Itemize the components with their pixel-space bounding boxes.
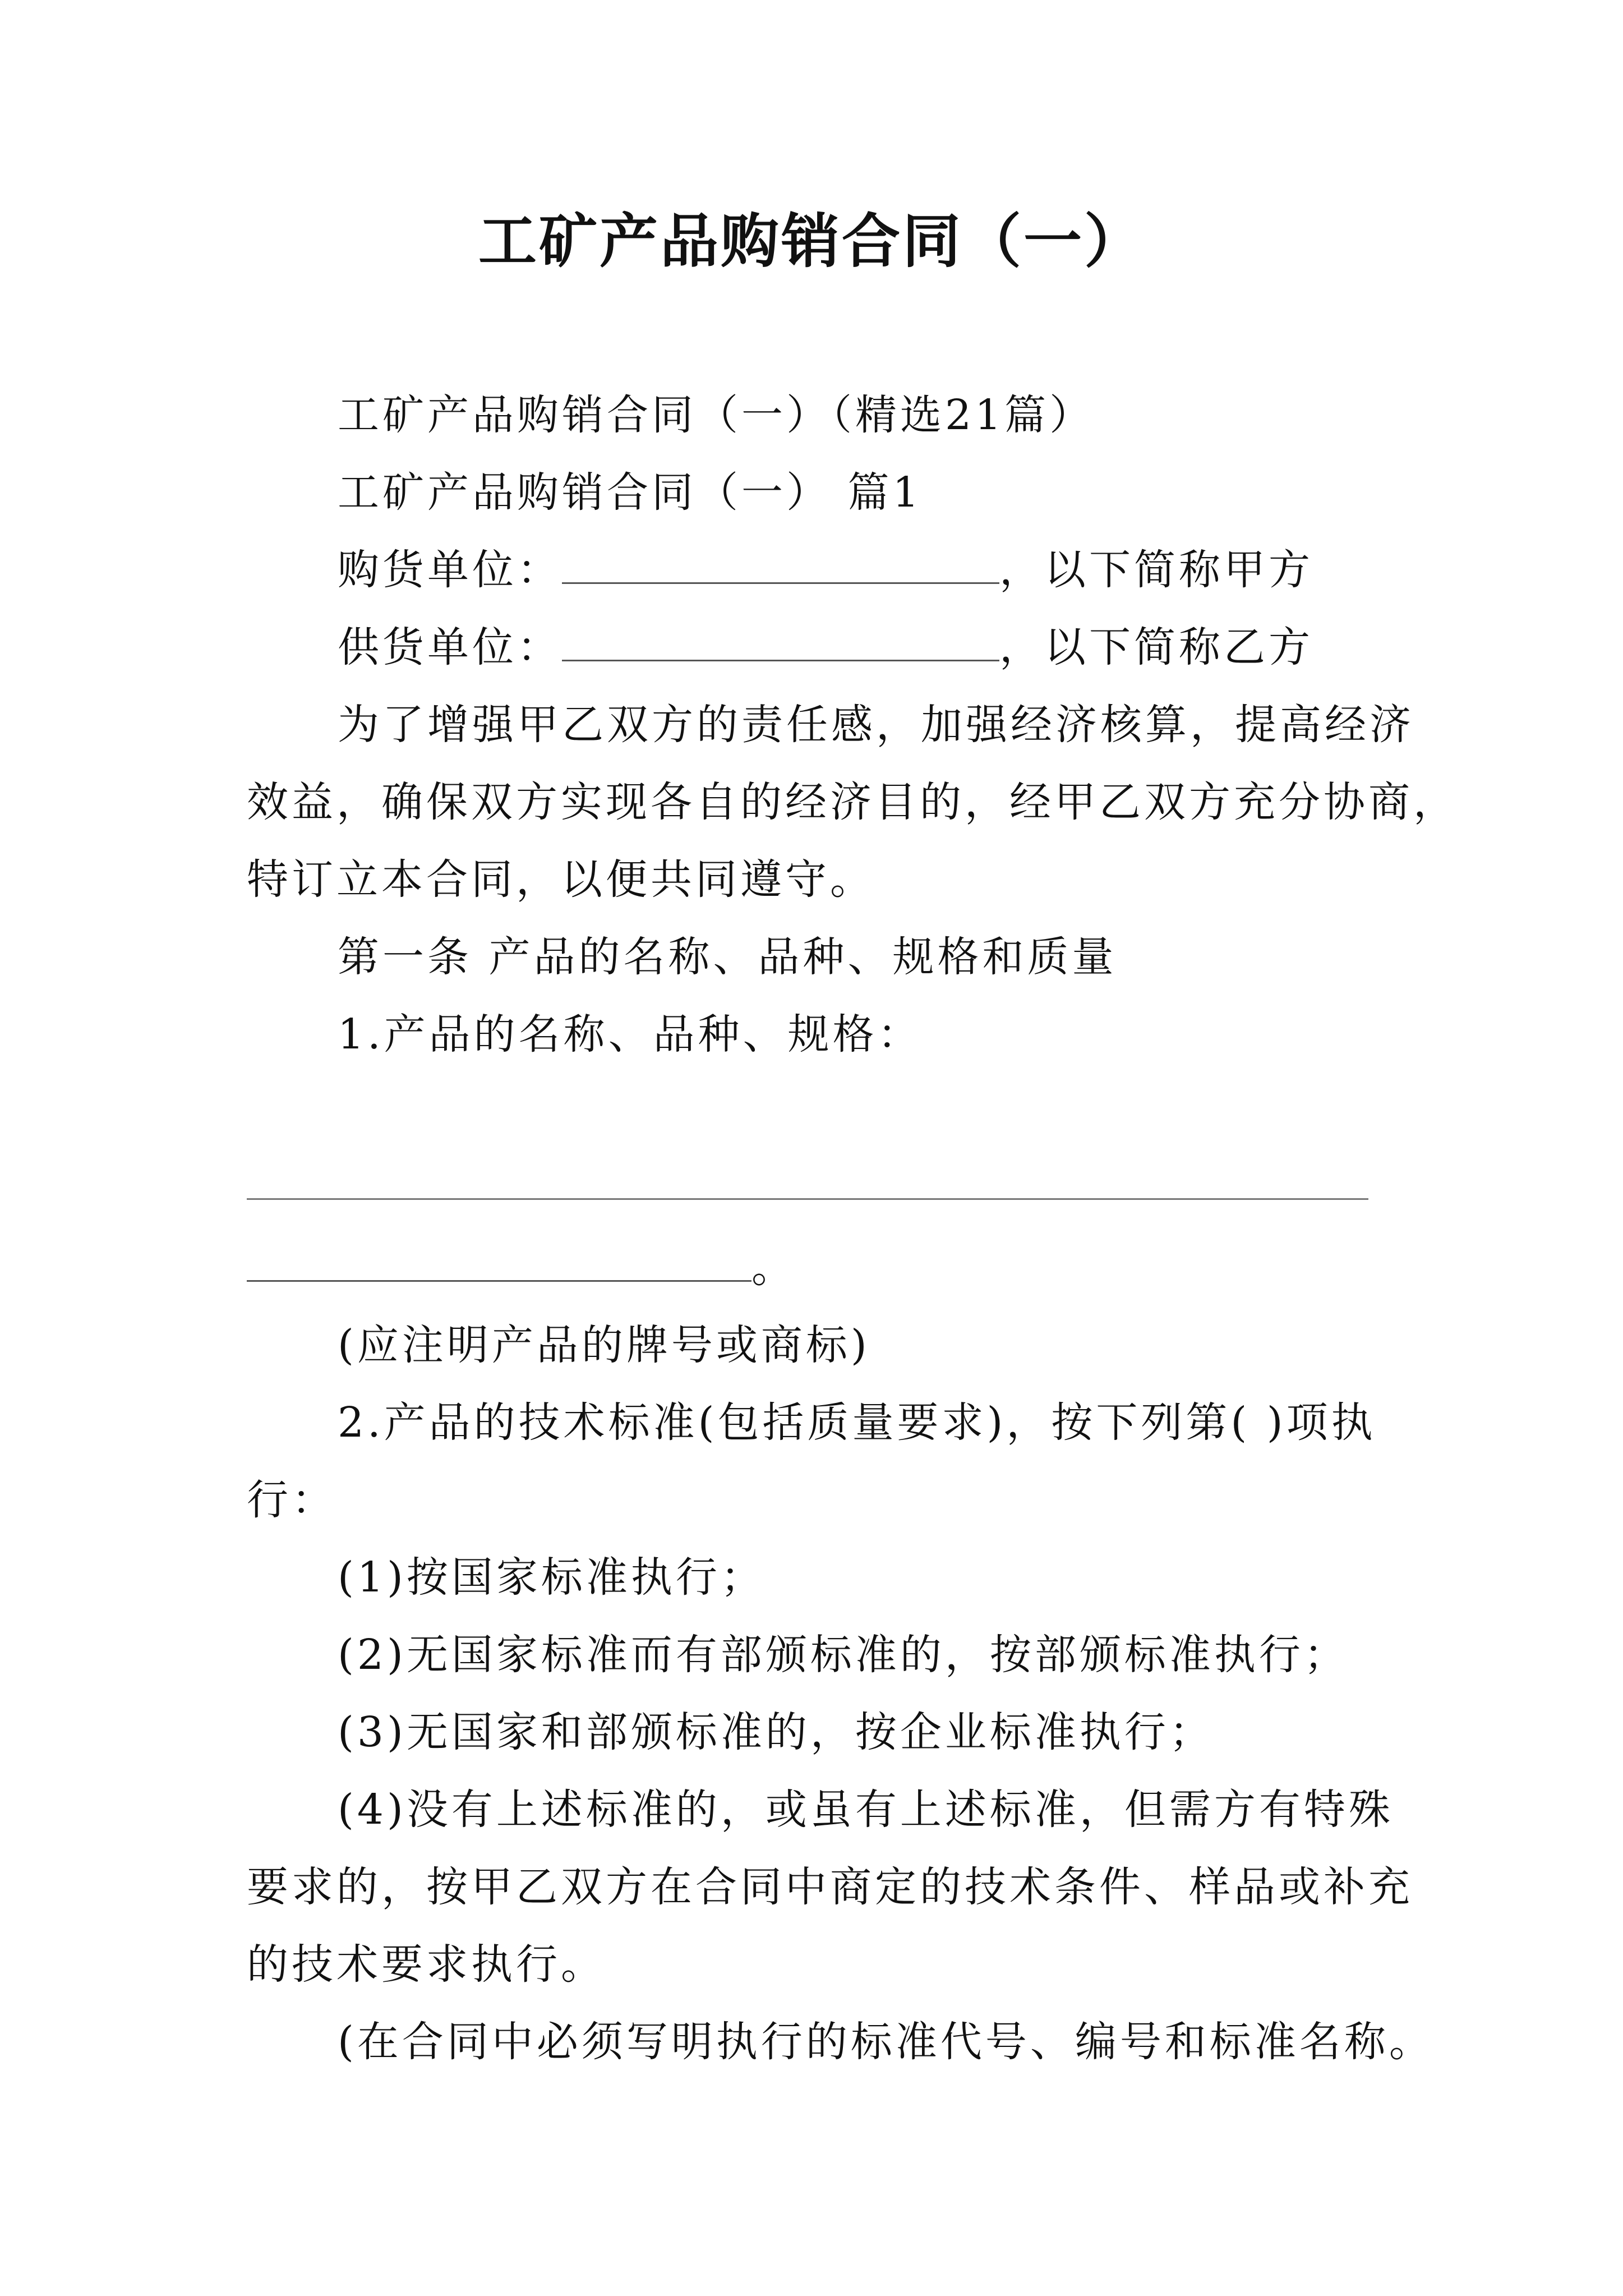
supplier-label: 供货单位：: [338, 623, 562, 671]
item-2-line-2: 行：: [247, 1476, 336, 1524]
option-4-line-1: (4)没有上述标准的，或虽有上述标准，但需方有特殊: [338, 1786, 1394, 1834]
document-title: 工矿产品购销合同（一）: [478, 206, 1145, 275]
intro-line-2: 效益，确保双方实现各自的经济目的，经甲乙双方充分协商，: [247, 778, 1458, 826]
note-1: (应注明产品的牌号或商标): [338, 1321, 870, 1369]
note-2: (在合同中必须写明执行的标准代号、编号和标准名称。: [338, 2018, 1434, 2066]
option-4-line-3: 的技术要求执行。: [247, 1940, 606, 1989]
buyer-suffix: ，以下简称甲方: [999, 546, 1313, 594]
option-4-line-2: 要求的，按甲乙双方在合同中商定的技术条件、样品或补充: [247, 1863, 1413, 1911]
product-blank-line-2-row: [247, 1240, 796, 1296]
buyer-line: [338, 542, 1313, 598]
item-2-line-1: 2.产品的技术标准(包括质量要求)，按下列第( )项执: [338, 1398, 1376, 1447]
blank-end-mark: 。: [751, 1244, 796, 1292]
product-blank-line-2[interactable]: [247, 1243, 751, 1282]
option-1: (1)按国家标准执行；: [338, 1553, 766, 1602]
option-2: (2)无国家标准而有部颁标准的，按部颁标准执行；: [338, 1631, 1349, 1679]
buyer-label: 购货单位：: [338, 546, 562, 594]
intro-line-1: 为了增强甲乙双方的责任感，加强经济核算，提高经济: [338, 701, 1414, 749]
item-1: 1.产品的名称、品种、规格：: [338, 1010, 923, 1059]
buyer-blank-field[interactable]: [562, 545, 999, 584]
article-1-heading: 第一条 产品的名称、品种、规格和质量: [338, 933, 1117, 981]
supplier-blank-field[interactable]: [562, 623, 999, 661]
supplier-line: [338, 619, 1313, 675]
supplier-suffix: ，以下简称乙方: [999, 623, 1313, 671]
document-subtitle: 工矿产品购销合同（一）（精选21篇）: [338, 391, 1095, 439]
intro-line-3: 特订立本合同，以便共同遵守。: [247, 855, 875, 904]
section-heading: 工矿产品购销合同（一） 篇1: [338, 468, 923, 517]
product-blank-line-1[interactable]: [247, 1198, 1368, 1200]
option-3: (3)无国家和部颁标准的，按企业标准执行；: [338, 1708, 1214, 1756]
